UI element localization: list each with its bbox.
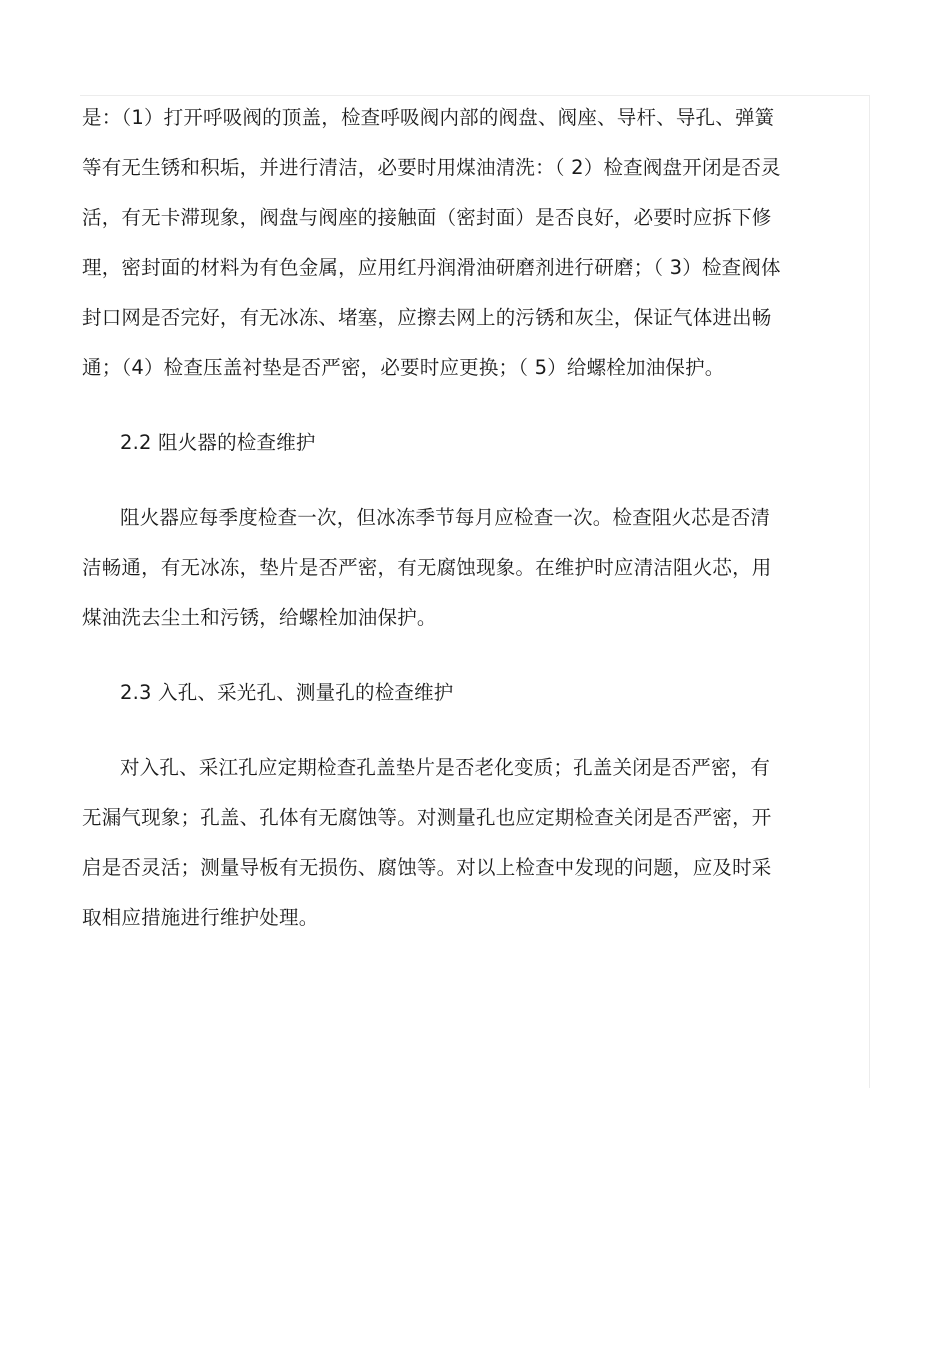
page-border-right (869, 95, 870, 1088)
paragraph-line: 通；（4）检查压盖衬垫是否严密，必要时应更换；（ 5）给螺栓加油保护。 (82, 356, 725, 379)
paragraph-line: 煤油洗去尘土和污锈，给螺栓加油保护。 (82, 606, 437, 629)
section-heading-2-2: 2.2 阻火器的检查维护 (120, 431, 316, 454)
paragraph-line: 等有无生锈和积垢，并进行清洁，必要时用煤油清洗：（ 2）检查阀盘开闭是否灵 (82, 156, 781, 179)
section-heading-2-3: 2.3 入孔、采光孔、测量孔的检查维护 (120, 681, 454, 704)
paragraph-line: 封口网是否完好，有无冰冻、堵塞，应擦去网上的污锈和灰尘，保证气体进出畅 (82, 306, 772, 329)
paragraph-line: 阻火器应每季度检查一次，但冰冻季节每月应检查一次。检查阻火芯是否清 (120, 506, 771, 529)
paragraph-line: 理，密封面的材料为有色金属，应用红丹润滑油研磨剂进行研磨；（ 3）检查阀体 (82, 256, 781, 279)
paragraph-line: 启是否灵活；测量导板有无损伤、腐蚀等。对以上检查中发现的问题，应及时采 (82, 856, 772, 879)
paragraph-line: 无漏气现象；孔盖、孔体有无腐蚀等。对测量孔也应定期检查关闭是否严密，开 (82, 806, 772, 829)
paragraph-line: 是：（1）打开呼吸阀的顶盖，检查呼吸阀内部的阀盘、阀座、导杆、导孔、弹簧 (82, 106, 775, 129)
page-border-top (80, 95, 870, 96)
paragraph-line: 取相应措施进行维护处理。 (82, 906, 319, 929)
paragraph-line: 对入孔、采江孔应定期检查孔盖垫片是否老化变质；孔盖关闭是否严密，有 (120, 756, 771, 779)
paragraph-line: 洁畅通，有无冰冻，垫片是否严密，有无腐蚀现象。在维护时应清洁阻火芯，用 (82, 556, 772, 579)
paragraph-line: 活，有无卡滞现象，阀盘与阀座的接触面（密封面）是否良好，必要时应拆下修 (82, 206, 772, 229)
